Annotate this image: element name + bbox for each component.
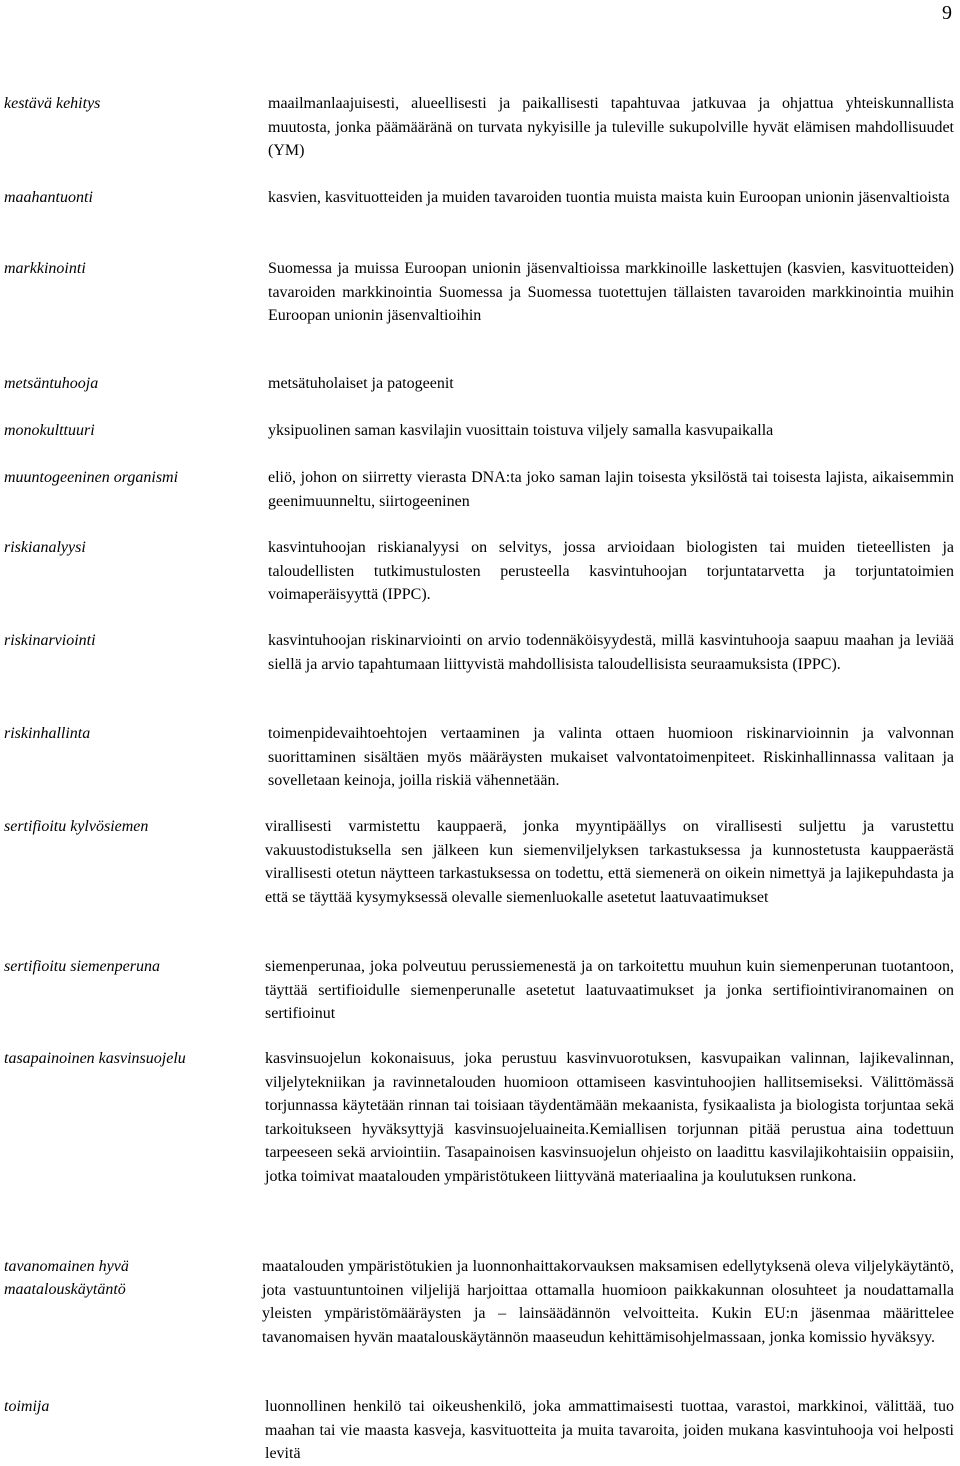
glossary-definition: kasvinsuojelun kokonaisuus, joka perustuu kasvinvuorotuksen, kasvupaikan valinnan, lajikevalinnan, viljelytekniikan ja ravinnetalouden huomioon ottamiseen kasvintuhoojien hallitsemiseksi. Välittömässä torjunnassa käytetään rinnan tai toisiaan täydentämään mekaanista, fysikaalista ja biologista torjuntaa sekä tarkoitukseen hyväksyttyjä kasvinsuojeluaineita.Kemiallisen torjunnan pitää perustua aina todettuun tarpeeseen sekä arviointiin. Tasapainoisen kasvinsuojelun ohjeisto on laadittu kasvilajikohtaisiin oppaisiin, jotka toimivat maatalouden ympäristötukeen liittyvänä materiaalina ja koulutuksen runkona. <box>265 1050 954 1185</box>
glossary-term: markkinointi <box>4 260 86 277</box>
glossary-definition: Suomessa ja muissa Euroopan unionin jäsenvaltioissa markkinoille laskettujen (kasvien, kasvituotteiden) tavaroiden markkinointia Suomessa ja Suomessa tuotettujen tällaisten tavaroiden markkinointia muihin Euroopan unionin jäsenvaltioihin <box>268 260 954 324</box>
glossary-definition: maatalouden ympäristötukien ja luonnonhaittakorvauksen maksamisen edellytyksenä oleva viljelykäytäntö, jota vastuuntuntoinen viljelijä harjoittaa ottamalla huomioon paikkakunnan olosuhteet ja noudattamalla yleisten ympäristömääräysten ja – lainsäädännön velvoitteita. Kukin EU:n jäsenmaa määrittelee tavanomaisen hyvän maatalouskäytännön maaseudun kehittämisohjelmassaan, jonka komissio hyväksyy. <box>262 1258 954 1346</box>
glossary-definition: siemenperunaa, joka polveutuu perussiemenestä ja on tarkoitettu muuhun kuin siemenperunan tuotantoon, täyttää sertifioidulle siemenperunalle asetetut laatuvaatimukset ja jonka sertifiointiviranomainen on sertifioinut <box>265 958 954 1022</box>
glossary-term: maahantuonti <box>4 189 93 206</box>
glossary-term: sertifioitu kylvösiemen <box>4 818 149 835</box>
glossary-definition: kasvintuhoojan riskianalyysi on selvitys, jossa arvioidaan biologisten tai muiden tieteellisten ja taloudellisten tutkimustulosten perusteella kasvintuhoojan torjuntatarvetta ja torjuntatoimien voimaperäisyyttä (IPPC). <box>268 539 954 603</box>
glossary-term: tavanomainen hyvä maatalouskäytäntö <box>4 1258 129 1298</box>
glossary-definition: luonnollinen henkilö tai oikeushenkilö, joka ammattimaisesti tuottaa, varastoi, markkinoi, välittää, tuo maahan tai vie maasta kasveja, kasvituotteita ja muita tavaroita, joiden mukana kasvintuhooja voi helposti levitä <box>265 1398 954 1462</box>
glossary-definition: maailmanlaajuisesti, alueellisesti ja paikallisesti tapahtuvaa jatkuvaa ja ohjattua yhteiskunnallista muutosta, jonka päämääränä on turvata nykyisille ja tuleville sukupolville hyvät elämisen mahdollisuudet (YM) <box>268 95 954 159</box>
glossary-definition: toimenpidevaihtoehtojen vertaaminen ja valinta ottaen huomioon riskinarvioinnin ja valvonnan suorittaminen sisältäen myös määräysten mukaiset valvontatoimenpiteet. Riskinhallinnassa valitaan ja sovelletaan keinoja, joilla riskiä vähennetään. <box>268 725 954 789</box>
glossary-definition: virallisesti varmistettu kauppaerä, jonka myyntipäällys on virallisesti suljettu ja varustettu vakuustodistuksella sen jälkeen kun siemenviljelyksen tarkastuksessa ja kunnostetusta kauppaerästä virallisesti otetun näytteen tarkastuksessa on todettu, että siemenerä on oikein nimettyä ja lajikepuhdasta ja että se täyttää kysymyksessä olevalle siemenluokalle asetetut laatuvaatimukset <box>265 818 954 906</box>
glossary-term: metsäntuhooja <box>4 375 99 392</box>
page-number: 9 <box>942 2 952 24</box>
glossary-term: sertifioitu siemenperuna <box>4 958 160 975</box>
glossary-term: muuntogeeninen organismi <box>4 469 179 486</box>
glossary-term: toimija <box>4 1398 50 1415</box>
glossary-term: riskianalyysi <box>4 539 86 556</box>
glossary-definition: yksipuolinen saman kasvilajin vuosittain toistuva viljely samalla kasvupaikalla <box>268 422 774 439</box>
glossary-term: riskinhallinta <box>4 725 91 742</box>
glossary-definition: eliö, johon on siirretty vierasta DNA:ta joko saman lajin toisesta yksilöstä tai toisesta lajista, aikaisemmin geenimuunneltu, siirtogeeninen <box>268 469 954 510</box>
glossary-term: tasapainoinen kasvinsuojelu <box>4 1050 186 1067</box>
glossary-term: kestävä kehitys <box>4 95 101 112</box>
glossary-term: monokulttuuri <box>4 422 95 439</box>
glossary-definition: kasvintuhoojan riskinarviointi on arvio todennäköisyydestä, millä kasvintuhooja saapuu maahan ja leviää siellä ja arvio tapahtumaan liittyvistä mahdollisista taloudellisista seuraamuksista (IPPC). <box>268 632 954 673</box>
glossary-definition: metsätuholaiset ja patogeenit <box>268 375 454 392</box>
glossary-term: riskinarviointi <box>4 632 96 649</box>
glossary-definition: kasvien, kasvituotteiden ja muiden tavaroiden tuontia muista maista kuin Euroopan unionin jäsenvaltioista <box>268 189 950 206</box>
